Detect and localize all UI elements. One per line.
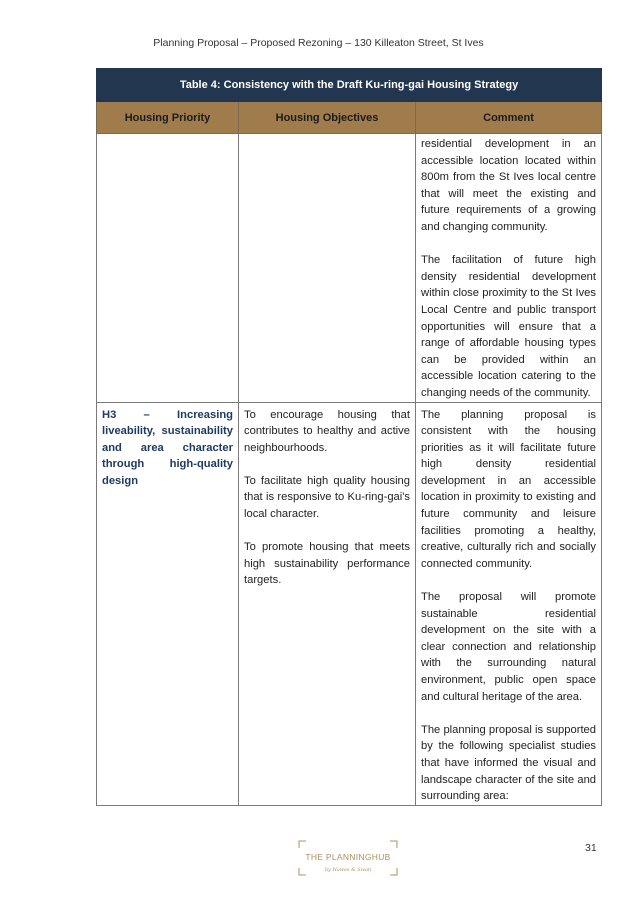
comment-paragraph: The planning proposal is consistent with the housing priorities as it will facilitate future high density residential development in an accessible location in proximity to existing and future community and leisure facilities promoting a healthy, creative, culturally rich and socially connected community. <box>421 408 597 570</box>
comment-cell <box>416 134 602 403</box>
comment-paragraph: The proposal will promote sustainable residential development on the site with a clear connection and relationship with the surrounding natural environment, public open space and cultural heritage of the area. <box>421 591 597 703</box>
table-title: Table 4: Consistency with the Draft Ku-ring-gai Housing Strategy <box>97 69 602 102</box>
table-row <box>97 134 602 403</box>
priority-cell <box>97 134 239 403</box>
objective-paragraph: To promote housing that meets high sustainability performance targets. <box>244 541 410 587</box>
column-header-comment: Comment <box>416 102 602 134</box>
comment-paragraph: The facilitation of future high density residential development within close proximity to the St Ives Local Centre and public transport opportunities will ensure that a range of affordable housing types can be provided within an accessible location catering to the changing needs of the community. <box>421 254 597 399</box>
page-header: Planning Proposal – Proposed Rezoning – 130 Killeaton Street, St Ives <box>153 37 484 49</box>
priority-cell <box>97 402 239 805</box>
priority-heading: H3 – Increasing liveability, sustainability and area character through high-quality design <box>102 408 233 487</box>
comment-paragraph: residential development in an accessible location located within 800m from the St Ives local centre that will meet the existing and future requirements of a growing and changing community. <box>421 138 597 233</box>
logo-text: THE PLANNINGHUB <box>305 852 391 862</box>
logo-subtitle: by Hawes & Swan <box>324 867 372 873</box>
comment-cell <box>416 402 602 805</box>
comment-paragraph: The planning proposal is supported by the following specialist studies that have informed the visual and landscape character of the site and surrounding area: <box>421 723 597 803</box>
planning-hub-logo <box>298 840 398 876</box>
page-number: 31 <box>585 842 597 854</box>
column-header-housing-priority: Housing Priority <box>97 102 239 134</box>
column-header-housing-objectives: Housing Objectives <box>239 102 416 134</box>
objective-paragraph: To facilitate high quality housing that is responsive to Ku-ring-gai's local character. <box>244 474 410 521</box>
objectives-cell <box>239 402 416 805</box>
objectives-cell <box>239 134 416 403</box>
objective-paragraph: To encourage housing that contributes to healthy and active neighbourhoods. <box>244 408 410 454</box>
housing-strategy-table <box>96 68 601 806</box>
table-row <box>97 402 602 805</box>
